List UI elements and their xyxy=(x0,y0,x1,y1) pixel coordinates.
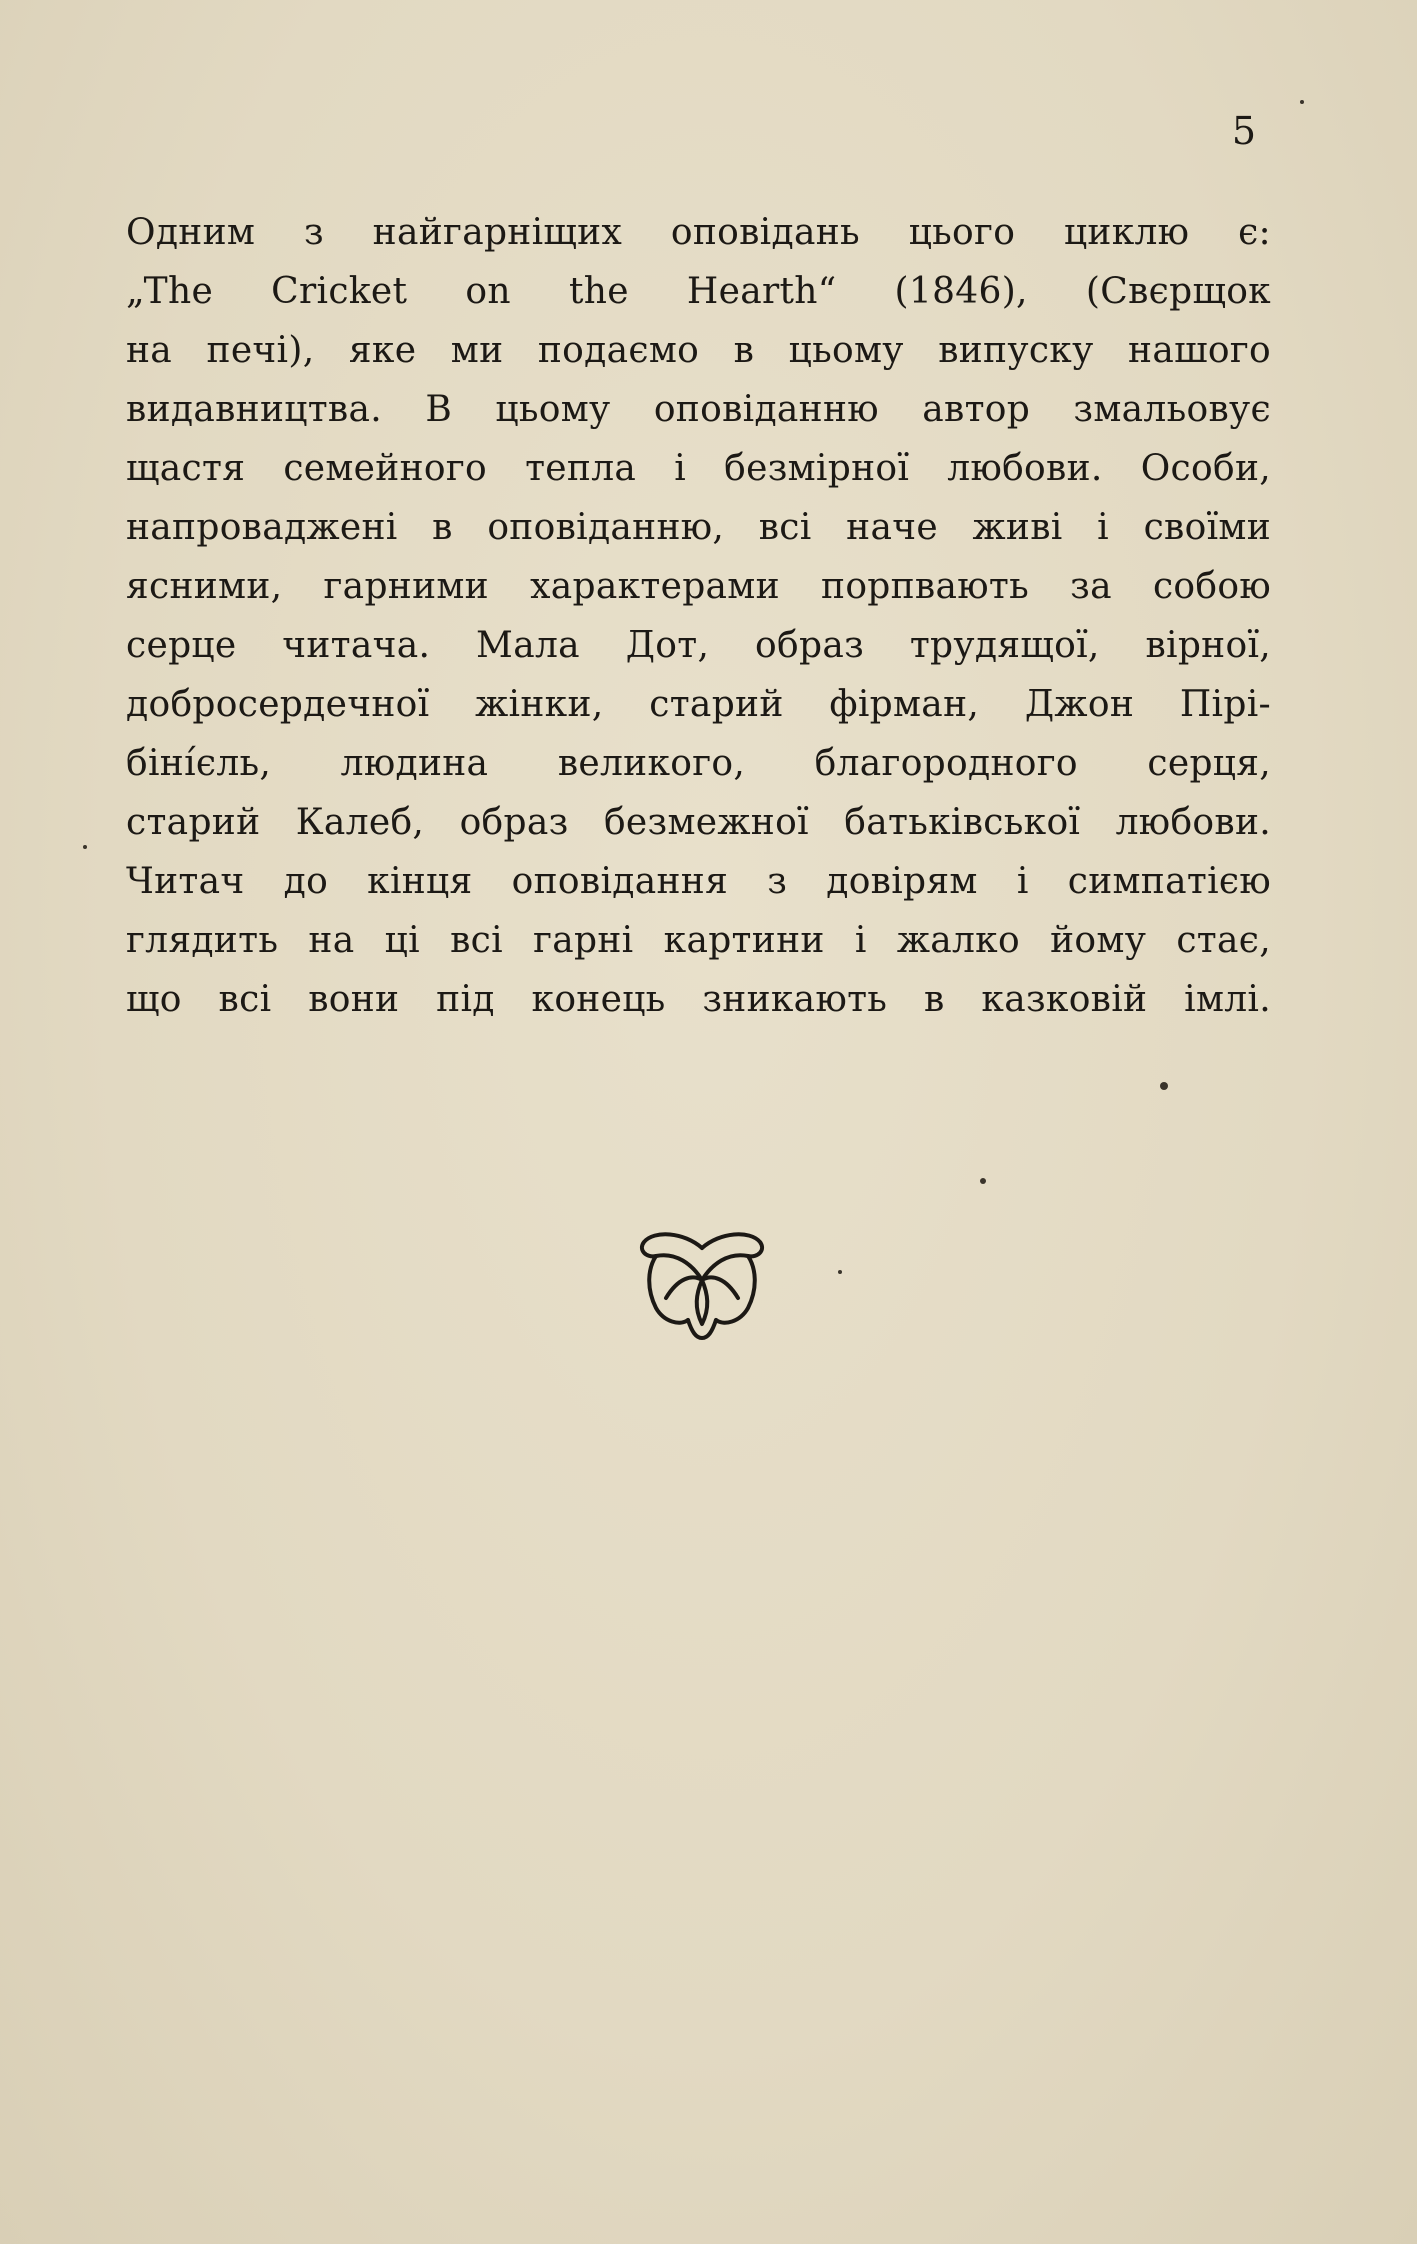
text-line: „The Cricket on the Hearth“ (1846), (Свєрщок xyxy=(126,271,1271,312)
page-speck xyxy=(83,845,87,849)
page-speck xyxy=(838,1270,842,1274)
page-number: 5 xyxy=(1231,109,1257,153)
text-line: ясними, гарними характерами порпвають за собою xyxy=(126,566,1271,607)
text-line: напроваджені в оповіданню, всі наче живі і своїми xyxy=(126,507,1271,548)
text-line: на печі), яке ми подаємо в цьому випуску нашого xyxy=(126,330,1271,371)
text-line: видавництва. В цьому оповіданню автор змальовує xyxy=(126,389,1271,430)
page-speck xyxy=(1300,100,1304,104)
text-line: Одним з найгарніщих оповідань цього циклю є: xyxy=(126,212,1271,253)
text-line: щастя семейного тепла і безмірної любови. Особи, xyxy=(126,448,1271,489)
text-line: старий Калеб, образ безмежної батьківської любови. xyxy=(126,802,1271,843)
page-speck xyxy=(1160,1082,1168,1090)
art-nouveau-vignette-icon xyxy=(636,1228,768,1344)
body-text xyxy=(126,203,1271,1029)
text-line: біні́єль, людина великого, благородного серця, xyxy=(126,743,1271,784)
text-line: добросердечної жінки, старий фірман, Джон Пірі- xyxy=(126,684,1271,725)
text-line: Читач до кінця оповідання з довірям і симпатією xyxy=(126,861,1271,902)
text-line: серце читача. Мала Дот, образ трудящої, вірної, xyxy=(126,625,1271,666)
page-speck xyxy=(980,1178,986,1184)
text-line: що всі вони під конець зникають в казковій імлі. xyxy=(126,979,1271,1020)
text-line: глядить на ці всі гарні картини і жалко йому стає, xyxy=(126,920,1271,961)
